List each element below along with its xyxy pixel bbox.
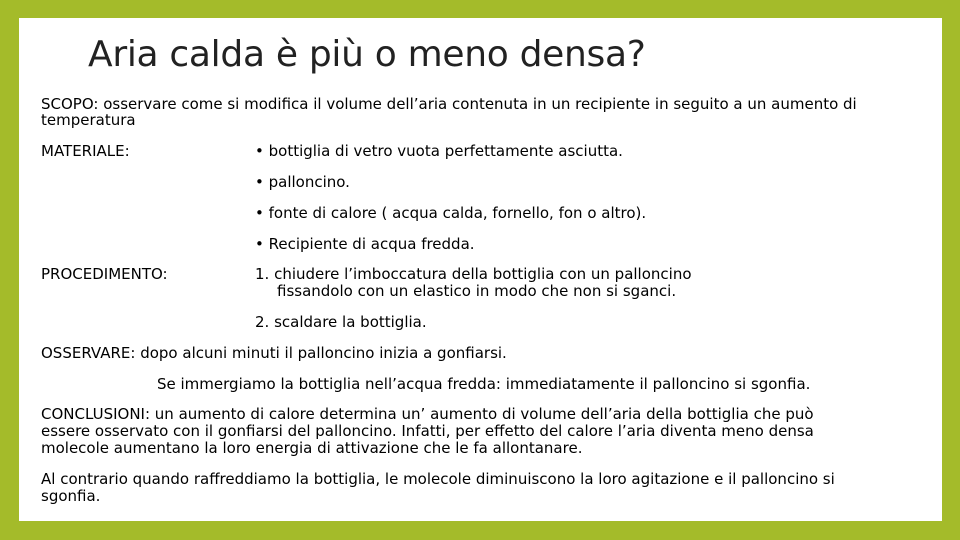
conclusioni-line-2: essere osservato con il gonfiarsi del palloncino. Infatti, per effetto del calore l’aria diventa meno densa [41,422,814,440]
procedimento-step-1-line-2: fissandolo con un elastico in modo che non si sganci. [277,282,677,300]
materiale-item-1: • bottiglia di vetro vuota perfettamente asciutta. [255,142,623,160]
scopo-line-1: SCOPO: osservare come si modifica il volume dell’aria contenuta in un recipiente in seguito a un aumento di [41,95,857,113]
contrario-line-1: Al contrario quando raffreddiamo la bottiglia, le molecole diminuiscono la loro agitazione e il palloncino si [41,470,835,488]
conclusioni-line-1: CONCLUSIONI: un aumento di calore determina un’ aumento di volume dell’aria della bottiglia che può [41,405,814,423]
materiale-item-4: • Recipiente di acqua fredda. [255,235,475,253]
scopo-line-2: temperatura [41,111,136,129]
procedimento-label: PROCEDIMENTO: [41,265,168,283]
procedimento-step-2: 2. scaldare la bottiglia. [255,313,427,331]
materiale-label: MATERIALE: [41,142,130,160]
osservare-line-2: Se immergiamo la bottiglia nell’acqua fredda: immediatamente il palloncino si sgonfia. [157,375,811,393]
procedimento-step-1-line-1: 1. chiudere l’imboccatura della bottiglia con un palloncino [255,265,692,283]
slide-title: Aria calda è più o meno densa? [88,34,646,75]
slide [19,18,942,521]
osservare-line: OSSERVARE: dopo alcuni minuti il palloncino inizia a gonfiarsi. [41,344,507,362]
contrario-line-2: sgonfia. [41,487,101,505]
materiale-item-2: • palloncino. [255,173,350,191]
materiale-item-3: • fonte di calore ( acqua calda, fornello, fon o altro). [255,204,647,222]
conclusioni-line-3: molecole aumentano la loro energia di attivazione che le fa allontanare. [41,439,583,457]
